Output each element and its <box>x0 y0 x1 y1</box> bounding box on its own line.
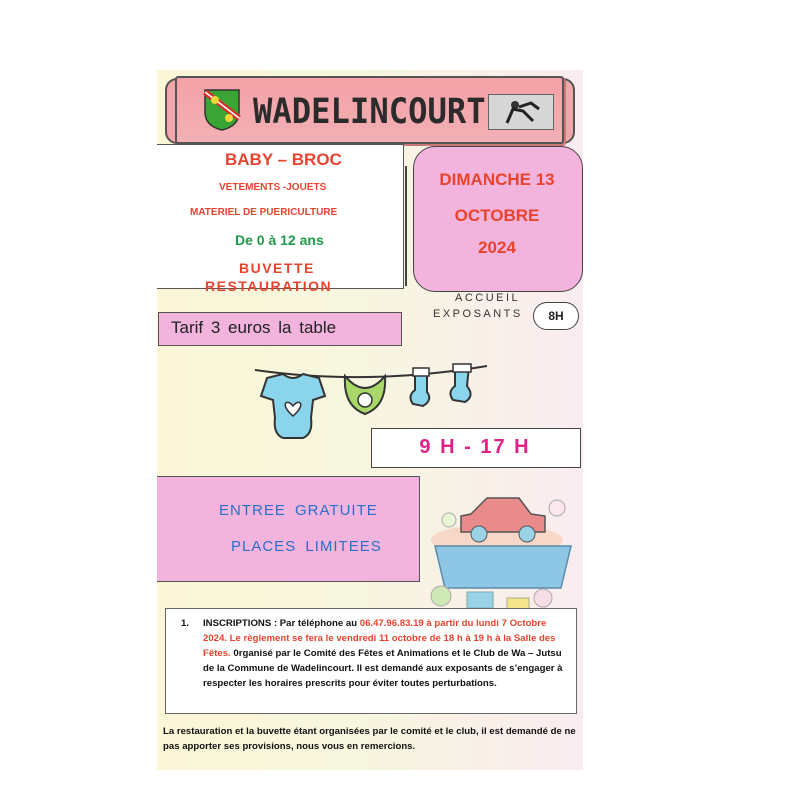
closing-note: La restauration et la buvette étant organisées par le comité et le club, il est demandé de ne pas apporter ses provisions, nous vous en remercions. <box>163 726 576 752</box>
date-year: 2024 <box>478 238 516 257</box>
baby-socks-icon <box>410 364 471 406</box>
baby-bodysuit-icon <box>261 374 325 438</box>
poster <box>157 70 583 770</box>
limited-places-text: PLACES LIMITEES <box>231 538 382 555</box>
opening-hours: 9 H - 17 H <box>419 436 531 458</box>
inscriptions-organizer: 0rganisé par le Comité des Fêtes et Animations et le Club de Wa – Jutsu de la Commune de Wadelincourt. Il est demandé aux exposants de s’engager à respecter les horaires prescrits pour éviter toutes perturbations. <box>203 648 563 689</box>
age-range: De 0 à 12 ans <box>235 232 324 248</box>
tarif-text: Tarif 3 euros la table <box>171 318 337 337</box>
inscriptions-label: INSCRIPTIONS : Par téléphone au <box>203 618 360 629</box>
buvette-label: BUVETTE <box>239 260 315 276</box>
divider-line <box>405 166 407 286</box>
accueil-label: ACCUEIL <box>455 292 521 304</box>
inscriptions-phone-details: 06.47.96.83.19 à partir du lundi 7 Octobre 2024. Le règlement se fera le vendredi 11 octobre de 18 h à 19 h à la Salle des Fêtes. <box>203 618 556 659</box>
town-title: WADELINCOURT <box>253 92 486 132</box>
accueil-time-badge: 8H <box>533 302 579 330</box>
date-month: OCTOBRE <box>454 206 540 225</box>
exposants-label: EXPOSANTS <box>433 308 523 320</box>
date-day: DIMANCHE 13 <box>439 170 555 189</box>
judo-photo-icon <box>488 94 554 130</box>
event-line-childcare: MATERIEL DE PUERICULTURE <box>190 207 338 218</box>
restauration-label: RESTAURATION <box>205 278 333 294</box>
coat-of-arms-icon <box>203 88 241 132</box>
baby-bib-icon <box>345 376 385 414</box>
event-title: BABY – BROC <box>225 150 342 169</box>
list-number: 1. <box>181 618 190 629</box>
free-entry-text: ENTREE GRATUITE <box>219 502 378 519</box>
event-line-clothes-toys: VETEMENTS -JOUETS <box>219 182 327 193</box>
entry-box <box>157 476 420 582</box>
toy-box-illustration <box>427 474 583 610</box>
